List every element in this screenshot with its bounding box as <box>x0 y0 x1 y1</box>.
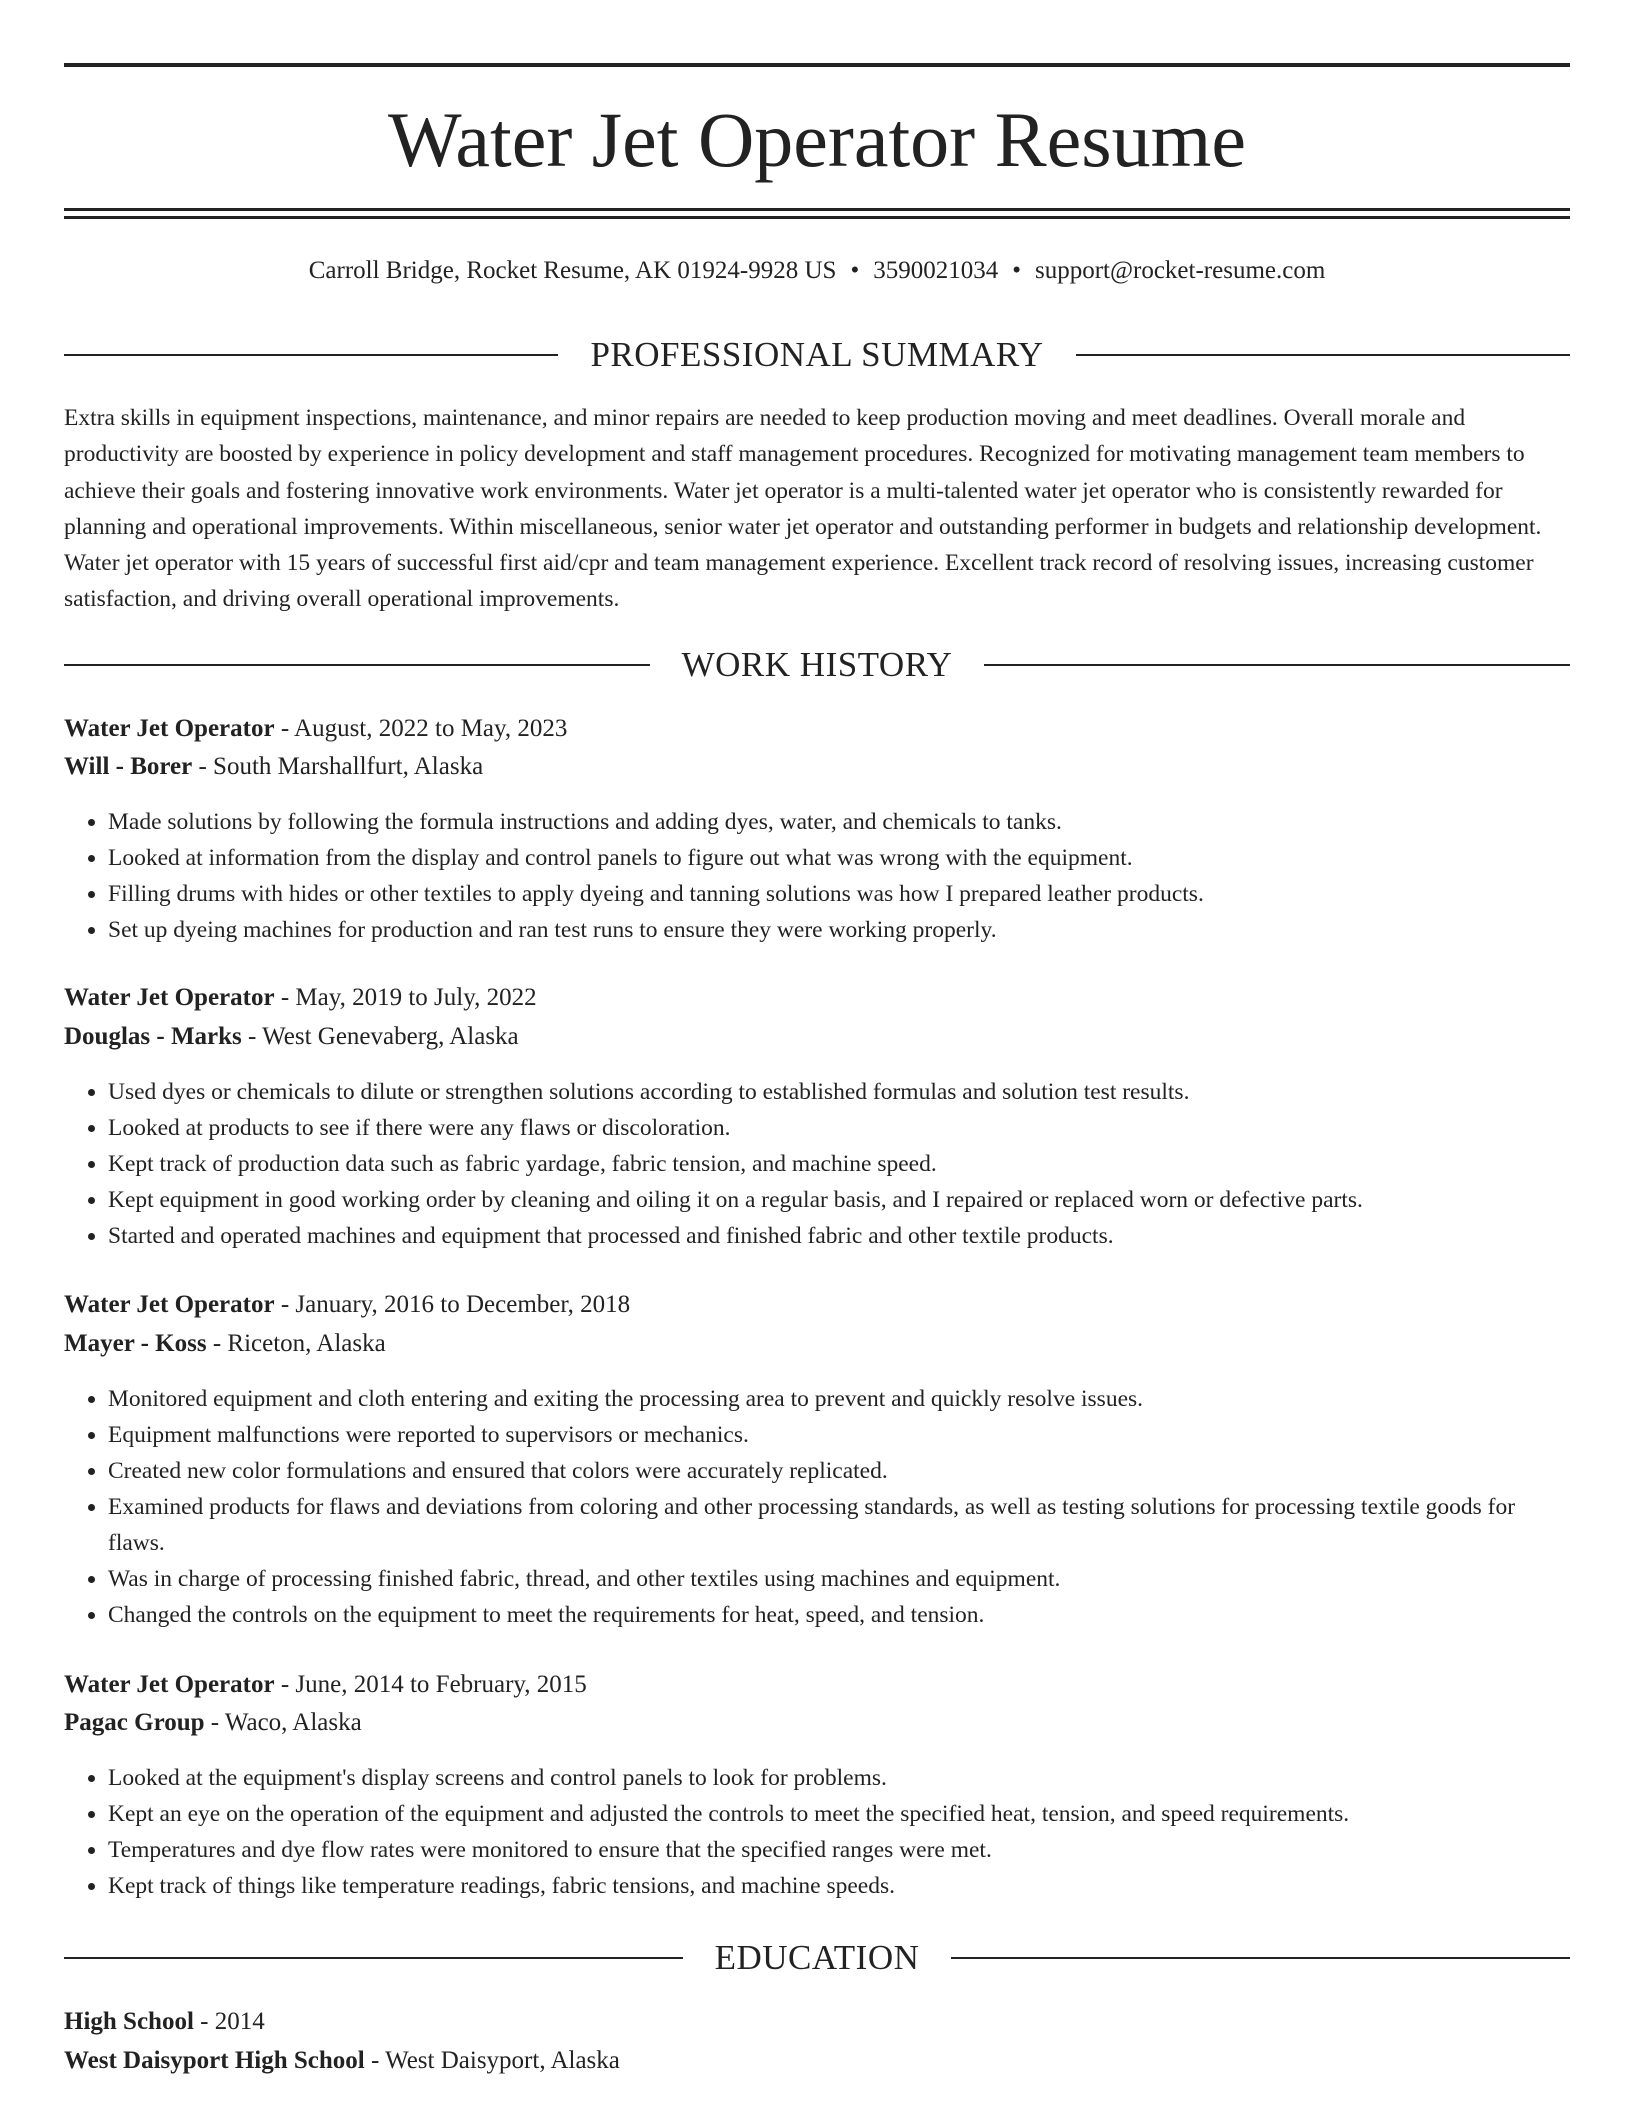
job-dates: - January, 2016 to December, 2018 <box>274 1291 631 1318</box>
list-item: • Equipment malfunctions were reported to supervisors or mechanics. <box>108 1417 1570 1453</box>
heading-rule-left <box>64 1957 683 1959</box>
job-title-line <box>64 1666 1570 1704</box>
list-item: • Started and operated machines and equipment that processed and finished fabric and other textile products. <box>108 1218 1570 1254</box>
list-item: • Used dyes or chemicals to dilute or strengthen solutions according to established formulas and solution test results. <box>108 1074 1570 1110</box>
heading-rule-left <box>64 354 558 356</box>
job-location: - Riceton, Alaska <box>206 1330 386 1357</box>
list-item: • Was in charge of processing finished fabric, thread, and other textiles using machines and equipment. <box>108 1561 1570 1597</box>
job-location: - Waco, Alaska <box>204 1709 362 1736</box>
list-item: • Kept equipment in good working order by cleaning and oiling it on a regular basis, and I repaired or replaced worn or defective parts. <box>108 1182 1570 1218</box>
job-company: Douglas - Marks <box>64 1023 242 1050</box>
heading-rule-right <box>951 1957 1570 1959</box>
education-school: West Daisyport High School <box>64 2047 365 2074</box>
job-company: Will - Borer <box>64 753 193 780</box>
header-divider-lower <box>64 216 1570 219</box>
job-title: Water Jet Operator <box>64 1671 275 1698</box>
heading-rule-left <box>64 664 650 666</box>
job-bullets <box>64 1074 1570 1254</box>
list-item: • Looked at products to see if there were any flaws or discoloration. <box>108 1110 1570 1146</box>
list-item: • Looked at information from the display and control panels to figure out what was wrong with the equipment. <box>108 840 1570 876</box>
contact-separator: • <box>850 257 860 284</box>
section-heading-work-history <box>64 643 1570 687</box>
list-item: • Kept track of production data such as fabric yardage, fabric tension, and machine speed. <box>108 1146 1570 1182</box>
education-school-line <box>64 2042 1570 2080</box>
education-location: - West Daisyport, Alaska <box>364 2047 620 2074</box>
job-company-line <box>64 1325 1570 1363</box>
list-item: • Changed the controls on the equipment to meet the requirements for heat, speed, and tension. <box>108 1597 1570 1633</box>
heading-rule-right <box>984 664 1570 666</box>
header-divider-upper <box>64 208 1570 211</box>
list-item: • Kept track of things like temperature readings, fabric tensions, and machine speeds. <box>108 1868 1570 1904</box>
list-item: • Temperatures and dye flow rates were monitored to ensure that the specified ranges were met. <box>108 1832 1570 1868</box>
page-title: Water Jet Operator Resume <box>388 96 1246 183</box>
job-bullets <box>64 1381 1570 1633</box>
education-degree-line <box>64 2003 1570 2041</box>
job-location: - West Genevaberg, Alaska <box>241 1023 519 1050</box>
header-top-rule <box>64 63 1570 67</box>
list-item: • Set up dyeing machines for production and ran test runs to ensure they were working properly. <box>108 912 1570 948</box>
education-year: - 2014 <box>193 2008 265 2035</box>
job-title-line <box>64 710 1570 748</box>
job-company: Mayer - Koss <box>64 1330 207 1357</box>
list-item: • Kept an eye on the operation of the equipment and adjusted the controls to meet the specified heat, tension, and speed requirements. <box>108 1796 1570 1832</box>
contact-phone: 3590021034 <box>873 257 999 284</box>
contact-address: Carroll Bridge, Rocket Resume, AK 01924-9928 US <box>308 257 837 284</box>
contact-email: support@rocket-resume.com <box>1034 257 1326 284</box>
job-title: Water Jet Operator <box>64 715 275 742</box>
job-dates: - August, 2022 to May, 2023 <box>274 715 568 742</box>
job-title: Water Jet Operator <box>64 1291 275 1318</box>
heading-rule-right <box>1076 354 1570 356</box>
job-company-line <box>64 1018 1570 1056</box>
list-item: • Examined products for flaws and deviations from coloring and other processing standards, as well as testing solutions for processing textile goods for flaws. <box>108 1489 1570 1561</box>
education-degree: High School <box>64 2008 194 2035</box>
job-company-line <box>64 1704 1570 1742</box>
section-heading-summary <box>64 333 1570 377</box>
list-item: • Created new color formulations and ensured that colors were accurately replicated. <box>108 1453 1570 1489</box>
section-title: PROFESSIONAL SUMMARY <box>590 335 1044 374</box>
list-item: • Filling drums with hides or other textiles to apply dyeing and tanning solutions was how I prepared leather products. <box>108 876 1570 912</box>
job-title-line <box>64 979 1570 1017</box>
job-bullets <box>64 804 1570 948</box>
contact-line <box>64 253 1570 289</box>
job-title-line <box>64 1286 1570 1324</box>
job-bullets <box>64 1760 1570 1904</box>
list-item: • Looked at the equipment's display screens and control panels to look for problems. <box>108 1760 1570 1796</box>
contact-separator: • <box>1012 257 1021 284</box>
list-item: • Monitored equipment and cloth entering and exiting the processing area to prevent and quickly resolve issues. <box>108 1381 1570 1417</box>
job-dates: - June, 2014 to February, 2015 <box>274 1671 587 1698</box>
job-title: Water Jet Operator <box>64 984 275 1011</box>
job-company-line <box>64 748 1570 786</box>
section-heading-education <box>64 1936 1570 1980</box>
list-item: • Made solutions by following the formula instructions and adding dyes, water, and chemicals to tanks. <box>108 804 1570 840</box>
job-location: - South Marshallfurt, Alaska <box>192 753 484 780</box>
job-dates: - May, 2019 to July, 2022 <box>274 984 537 1011</box>
section-title: WORK HISTORY <box>681 645 953 684</box>
section-title: EDUCATION <box>714 1938 920 1977</box>
job-company: Pagac Group <box>64 1709 205 1736</box>
summary-text: Extra skills in equipment inspections, maintenance, and minor repairs are needed to keep production moving and meet deadlines. Overall morale and productivity are boosted by experience in policy development and staff management procedures. Recognized for motivating management team members to achieve their goals and fostering innovative work environments. Water jet operator is a multi-talented water jet operator who is consistently rewarded for planning and operational improvements. Within miscellaneous, senior water jet operator and outstanding performer in budgets and relationship development. Water jet operator with 15 years of successful first aid/cpr and team management experience. Excellent track record of resolving issues, increasing customer satisfaction, and driving overall operational improvements. <box>64 405 1542 613</box>
